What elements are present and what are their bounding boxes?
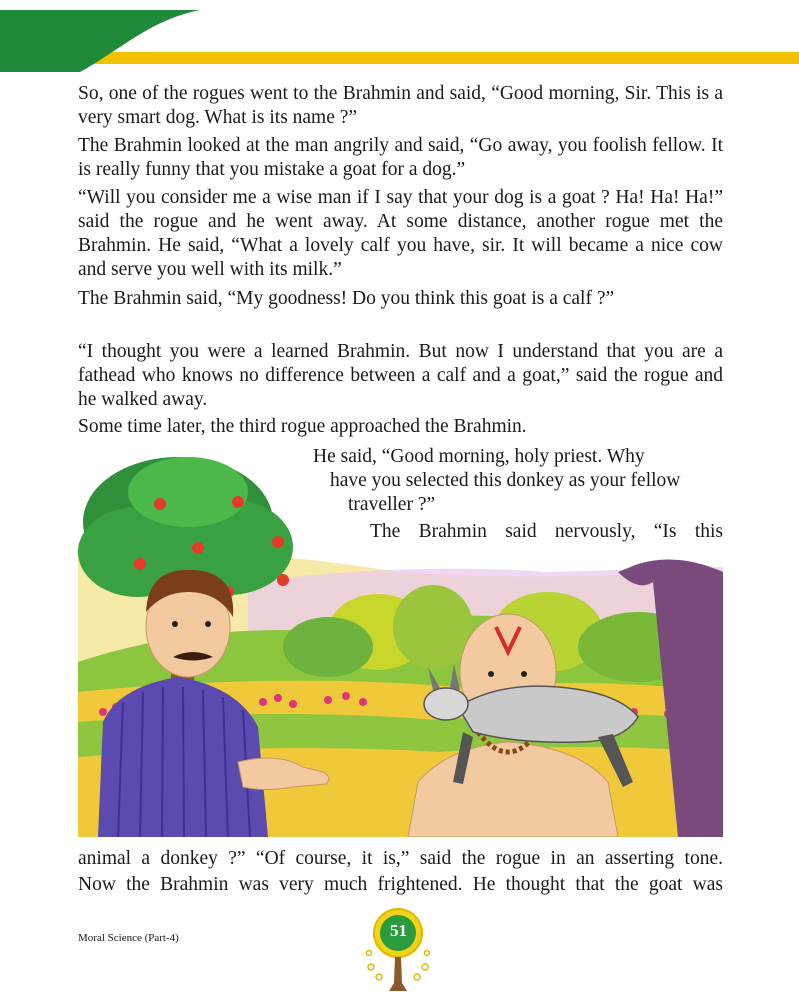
paragraph-2: The Brahmin looked at the man angrily and said, “Go away, you foolish fellow. It is really funny that you mistake a goat for a dog.” <box>78 135 723 180</box>
paragraph-1: So, one of the rogues went to the Brahmin and said, “Good morning, Sir. This is a very smart dog. What is its name ?” <box>78 83 723 128</box>
wrapped-line-1: He said, “Good morning, holy priest. Why <box>313 446 645 467</box>
page-number: 51 <box>390 921 407 940</box>
page-number-badge <box>361 905 436 997</box>
story-illustration <box>78 452 723 837</box>
wrapped-line-2: have you selected this donkey as your fellow <box>330 470 681 491</box>
continuation-line-2: Now the Brahmin was very much frightened. He thought that the goat was <box>78 874 723 895</box>
paragraph-3: “Will you consider me a wise man if I say that your dog is a goat ? Ha! Ha! Ha!” said the rogue and he went away. At some distance, another rogue met the Brahmin. He said, “What a lovely calf you have, sir. It will became a nice cow and serve you well with its milk.” <box>78 187 723 280</box>
wrapped-line-4: The Brahmin said nervously, “Is this <box>370 521 723 542</box>
continuation-line-1: animal a donkey ?” “Of course, it is,” said the rogue in an asserting tone. <box>78 848 723 869</box>
header-decoration <box>0 0 799 80</box>
paragraph-6: Some time later, the third rogue approached the Brahmin. <box>78 416 527 437</box>
paragraph-5: “I thought you were a learned Brahmin. But now I understand that you are a fathead who knows no difference between a calf and a goat,” said the rogue and he walked away. <box>78 341 723 410</box>
book-title: Moral Science (Part-4) <box>78 932 179 944</box>
wrapped-line-3: traveller ?” <box>348 494 436 515</box>
paragraph-4: The Brahmin said, “My goodness! Do you think this goat is a calf ?” <box>78 288 615 309</box>
tree-badge-icon <box>361 905 436 997</box>
header-yellow-stripe <box>0 52 799 64</box>
